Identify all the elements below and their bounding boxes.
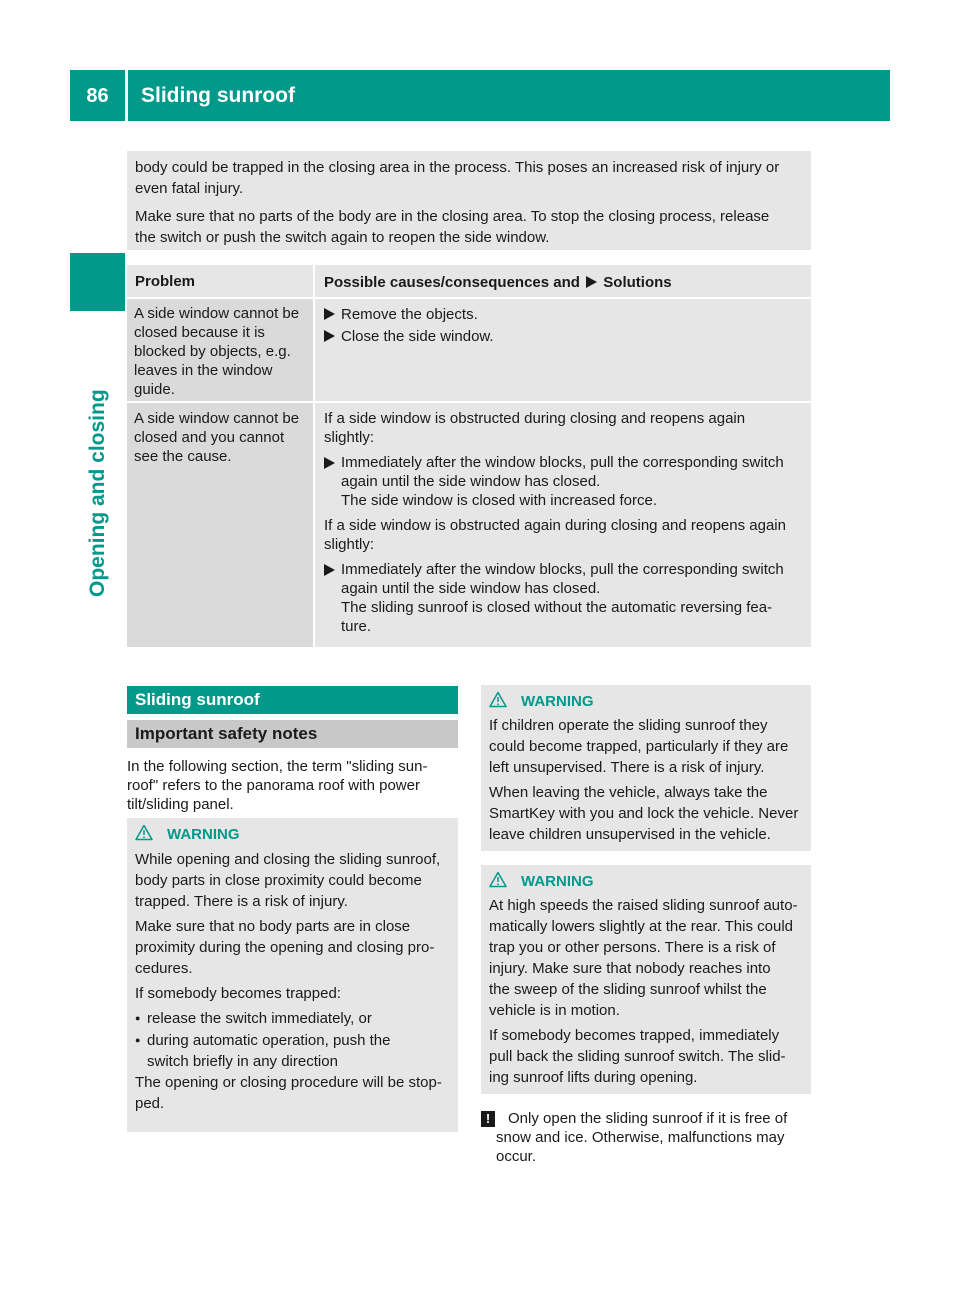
table-header-problem bbox=[127, 265, 313, 297]
side-tab-block bbox=[70, 253, 125, 311]
problem-text-line: A side window cannot be bbox=[134, 410, 300, 427]
table-row-2-problem bbox=[127, 403, 313, 647]
warning-triangle-icon bbox=[489, 691, 507, 708]
header-problem-label: Problem bbox=[135, 273, 196, 290]
bullet-item: ● during automatic operation, push the switch briefly in any direction bbox=[135, 1030, 455, 1072]
subsection-title: Important safety notes bbox=[135, 724, 318, 743]
continued-warning-box bbox=[127, 151, 811, 250]
bullet-item: ● release the switch immediately, or bbox=[135, 1008, 455, 1029]
warning-triangle-icon bbox=[135, 824, 153, 841]
intro-paragraph: In the following section, the term "sliding sun- roof" refers to the panorama roof with power tilt/sliding panel. bbox=[127, 758, 428, 813]
header-separator bbox=[125, 70, 128, 121]
header-causes-label: Possible causes/consequences and bbox=[324, 274, 580, 291]
solution-step: Immediately after the window blocks, pull the corresponding switch again until the side window has closed. The sliding sunroof is closed without the automatic reversing fea- ture. bbox=[324, 560, 808, 636]
exclamation-icon: ! bbox=[481, 1111, 495, 1127]
warning-text-line: even fatal injury. bbox=[135, 180, 244, 197]
table-row-1-solutions bbox=[315, 299, 811, 401]
section-title-bar bbox=[127, 686, 458, 714]
step-arrow-icon bbox=[324, 330, 335, 342]
solution-text-line: If a side window is obstructed during closing and reopens again bbox=[324, 410, 746, 427]
step-arrow-icon bbox=[586, 276, 597, 288]
problem-text-line: leaves in the window bbox=[134, 362, 273, 379]
section-title: Sliding sunroof bbox=[135, 690, 260, 709]
solution-step: Close the side window. bbox=[324, 326, 494, 347]
header-solutions-label: Solutions bbox=[603, 274, 672, 291]
warning-box-right-2: WARNING At high speeds the raised sliding sunroof auto- matically lowers slightly at the rear. This could trap you or other persons. There is a risk of injury. Make sure that nobody reaches into the sweep of the sliding sunroof whilst the vehicle is in motion. If somebody becomes trapped, immediately pull back the sliding sunroof switch. The slid- ing sunroof lifts during opening. bbox=[481, 865, 811, 1094]
problem-text-line: see the cause. bbox=[134, 448, 232, 465]
problem-text-line: guide. bbox=[134, 381, 175, 398]
problem-text-line: closed and you cannot bbox=[134, 429, 285, 446]
problem-text-line: closed because it is bbox=[134, 324, 265, 341]
step-arrow-icon bbox=[324, 457, 335, 469]
table-row-1-problem bbox=[127, 299, 313, 401]
warning-text-line: the switch or push the switch again to reopen the side window. bbox=[135, 229, 550, 246]
warning-body: If children operate the sliding sunroof they could become trapped, particularly if they are left unsupervised. There is a risk of injury. When leaving the vehicle, always take the SmartKey with you and lock the vehicle. Never leave children unsupervised in the vehicle. bbox=[489, 717, 799, 843]
table-row-2-solutions bbox=[315, 403, 811, 647]
solution-step: Immediately after the window blocks, pull the corresponding switch again until the side window has closed. The side window is closed with increased force. bbox=[324, 453, 808, 510]
warning-body: At high speeds the raised sliding sunroof auto- matically lowers slightly at the rear. This could trap you or other persons. There is a risk of injury. Make sure that nobody reaches into the sweep of the sliding sunroof whilst the vehicle is in motion. If somebody becomes trapped, immediately pull back the sliding sunroof switch. The slid- ing sunroof lifts during opening. bbox=[489, 897, 798, 1086]
step-arrow-icon bbox=[324, 308, 335, 320]
solution-text-line: slightly: bbox=[324, 429, 375, 446]
warning-triangle-icon bbox=[489, 871, 507, 888]
page-title: Sliding sunroof bbox=[141, 84, 295, 107]
page-number: 86 bbox=[86, 85, 109, 107]
solution-step: Remove the objects. bbox=[324, 304, 494, 325]
subsection-title-bar bbox=[127, 720, 458, 748]
problem-text-line: blocked by objects, e.g. bbox=[134, 343, 291, 360]
notice-text: Only open the sliding sunroof if it is free of snow and ice. Otherwise, malfunctions may occur. bbox=[496, 1110, 788, 1165]
warning-text-line: Make sure that no parts of the body are in the closing area. To stop the closing process, release bbox=[135, 208, 770, 225]
warning-box-right-1: WARNING If children operate the sliding sunroof they could become trapped, particularly if they are left unsupervised. There is a risk of injury. When leaving the vehicle, always take the SmartKey with you and lock the vehicle. Never leave children unsupervised in the vehicle. bbox=[481, 685, 811, 851]
step-arrow-icon bbox=[324, 564, 335, 576]
table-header-causes bbox=[315, 265, 811, 297]
side-chapter-label: Opening and closing bbox=[86, 389, 109, 597]
solution-text-line: slightly: bbox=[324, 536, 375, 553]
solution-text-line: If a side window is obstructed again during closing and reopens again bbox=[324, 517, 786, 534]
warning-text-line: body could be trapped in the closing area in the process. This poses an increased risk of injury or bbox=[135, 159, 780, 176]
problem-text-line: A side window cannot be bbox=[134, 305, 300, 322]
warning-body: While opening and closing the sliding sunroof, body parts in close proximity could become trapped. There is a risk of injury. Make sure that no body parts are in close proximity during the opening and closing pro- cedures. If somebody becomes trapped: ● release the switch immediately, or ● during automatic operation, push the switch briefly in any direction The opening or closing procedure will be stop- ped. bbox=[135, 849, 455, 1114]
warning-box-left: WARNING While opening and closing the sliding sunroof, body parts in close proximity could become trapped. There is a risk of injury. Make sure that no body parts are in close proximity during the opening and closing pro- cedures. If somebody becomes trapped: ● release the switch immediately, or ● during automatic operation, push the switch briefly in any direction The opening or closing procedure will be stop- ped. bbox=[127, 818, 458, 1132]
